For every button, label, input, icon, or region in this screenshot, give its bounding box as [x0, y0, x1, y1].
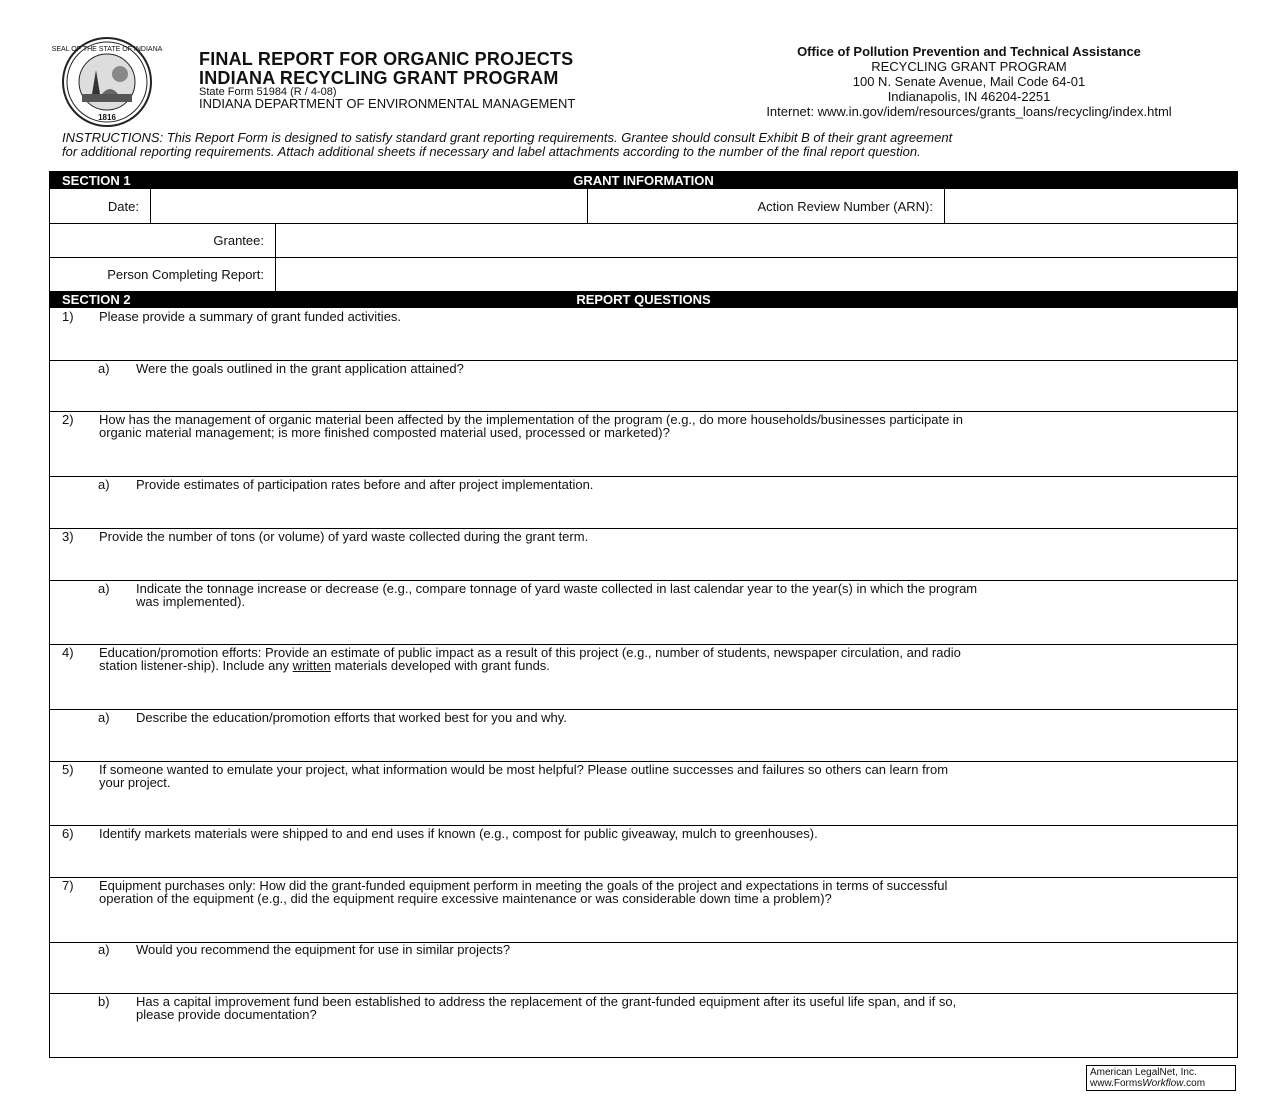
section1-header [50, 172, 1237, 189]
report-form [49, 171, 1238, 1058]
question-number: a) [98, 477, 110, 492]
grantee-label: Grantee: [213, 233, 264, 248]
section2-header [50, 291, 1237, 308]
question-text: Provide estimates of participation rates before and after project implementation. [136, 477, 594, 492]
section2-caption: REPORT QUESTIONS [576, 292, 711, 307]
office-block [704, 44, 1234, 119]
instructions-line1: INSTRUCTIONS: This Report Form is designed to satisfy standard grant reporting requirements. Grantee should consult Exhibit B of their grant agreement [62, 130, 953, 145]
question-text: Would you recommend the equipment for use in similar projects? [136, 942, 511, 957]
question-number: 6) [62, 826, 74, 841]
question-text-line1: Has a capital improvement fund been established to address the replacement of the grant-funded equipment after its useful life span, and if so, [136, 994, 957, 1009]
question-text-line2: operation of the equipment (e.g., did the equipment require excessive maintenance or was considerable down time a problem)? [99, 891, 832, 906]
question-text-line1: How has the management of organic material been affected by the implementation of the program (e.g., do more households/businesses participate in [99, 412, 964, 427]
written-emphasis: written [292, 658, 331, 673]
form-title-line1: FINAL REPORT FOR ORGANIC PROJECTS [199, 49, 574, 69]
date-label: Date: [107, 199, 139, 214]
question-text-line2: was implemented). [136, 594, 246, 609]
question-text-line2: organic material management; is more finished composted material used, processed or marketed)? [99, 425, 670, 440]
url-italic: Workflow [1142, 1078, 1184, 1089]
office-internet: Internet: www.in.gov/idem/resources/grants_loans/recycling/index.html [766, 104, 1172, 119]
department-name: INDIANA DEPARTMENT OF ENVIRONMENTAL MANAGEMENT [199, 96, 576, 111]
publisher-name: American LegalNet, Inc. [1090, 1067, 1197, 1078]
state-seal [40, 36, 174, 128]
seal-top-text: SEAL OF THE STATE OF INDIANA [51, 46, 163, 53]
question-number: 2) [62, 412, 74, 427]
question-text-line1: Indicate the tonnage increase or decrease (e.g., compare tonnage of yard waste collected in last calendar year to the year(s) in which the program [136, 581, 978, 596]
section1-caption: GRANT INFORMATION [573, 173, 714, 188]
office-city: Indianapolis, IN 46204-2251 [887, 89, 1051, 104]
question-number: 5) [62, 762, 74, 777]
publisher-url [1090, 1078, 1232, 1089]
question-text: Provide the number of tons (or volume) of yard waste collected during the grant term. [99, 529, 589, 544]
publisher-footer [1086, 1065, 1236, 1091]
program-name: RECYCLING GRANT PROGRAM [871, 59, 1067, 74]
section2-label: SECTION 2 [62, 292, 131, 307]
url-post: .com [1183, 1078, 1206, 1089]
question-number: 1) [62, 309, 74, 324]
arn-label: Action Review Number (ARN): [757, 199, 933, 214]
question-number: a) [98, 581, 110, 596]
question-number: 7) [62, 878, 74, 893]
question-text-line2: please provide documentation? [136, 1007, 317, 1022]
section1-label: SECTION 1 [62, 173, 131, 188]
person-completing-field[interactable] [276, 257, 1237, 291]
question-text: Identify markets materials were shipped to and end uses if known (e.g., compost for public giveaway, mulch to greenhouses). [99, 826, 818, 841]
person-completing-label: Person Completing Report: [107, 267, 264, 282]
question-text-line1: Education/promotion efforts: Provide an estimate of public impact as a result of this project (e.g., number of students, newspaper circulation, and radio [99, 645, 961, 660]
question-number: a) [98, 710, 110, 725]
instructions-line2: for additional reporting requirements. Attach additional sheets if necessary and label attachments according to the number of the final report question. [62, 144, 921, 159]
seal-year: 1816 [98, 113, 116, 122]
question-text-line1: If someone wanted to emulate your project, what information would be most helpful? Please outline successes and failures so others can learn from [99, 762, 949, 777]
question-text-line1: Equipment purchases only: How did the grant-funded equipment perform in meeting the goals of the project and expectations in terms of successful [99, 878, 948, 893]
question-number: 3) [62, 529, 74, 544]
question-text: Were the goals outlined in the grant application attained? [136, 361, 464, 376]
question-text: Please provide a summary of grant funded activities. [99, 309, 402, 324]
url-pre: www.Forms [1090, 1078, 1143, 1089]
arn-field[interactable] [945, 189, 1237, 223]
question-number: a) [98, 361, 110, 376]
question-number: 4) [62, 645, 74, 660]
state-form-number: State Form 51984 (R / 4-08) [199, 86, 337, 98]
form-title-line2: INDIANA RECYCLING GRANT PROGRAM [199, 68, 559, 88]
question-text-line2: your project. [99, 775, 171, 790]
office-address: 100 N. Senate Avenue, Mail Code 64-01 [852, 74, 1086, 89]
office-name: Office of Pollution Prevention and Technical Assistance [797, 44, 1141, 59]
instructions [62, 131, 1222, 159]
date-field[interactable] [151, 189, 587, 223]
question-number: b) [98, 994, 110, 1009]
question-text: Describe the education/promotion efforts that worked best for you and why. [136, 710, 567, 725]
grantee-field[interactable] [276, 223, 1237, 257]
question-text-line2 [99, 659, 1219, 672]
question-text-pre: station listener-ship). Include any [99, 658, 293, 673]
question-text-post: materials developed with grant funds. [330, 658, 550, 673]
question-number: a) [98, 942, 110, 957]
